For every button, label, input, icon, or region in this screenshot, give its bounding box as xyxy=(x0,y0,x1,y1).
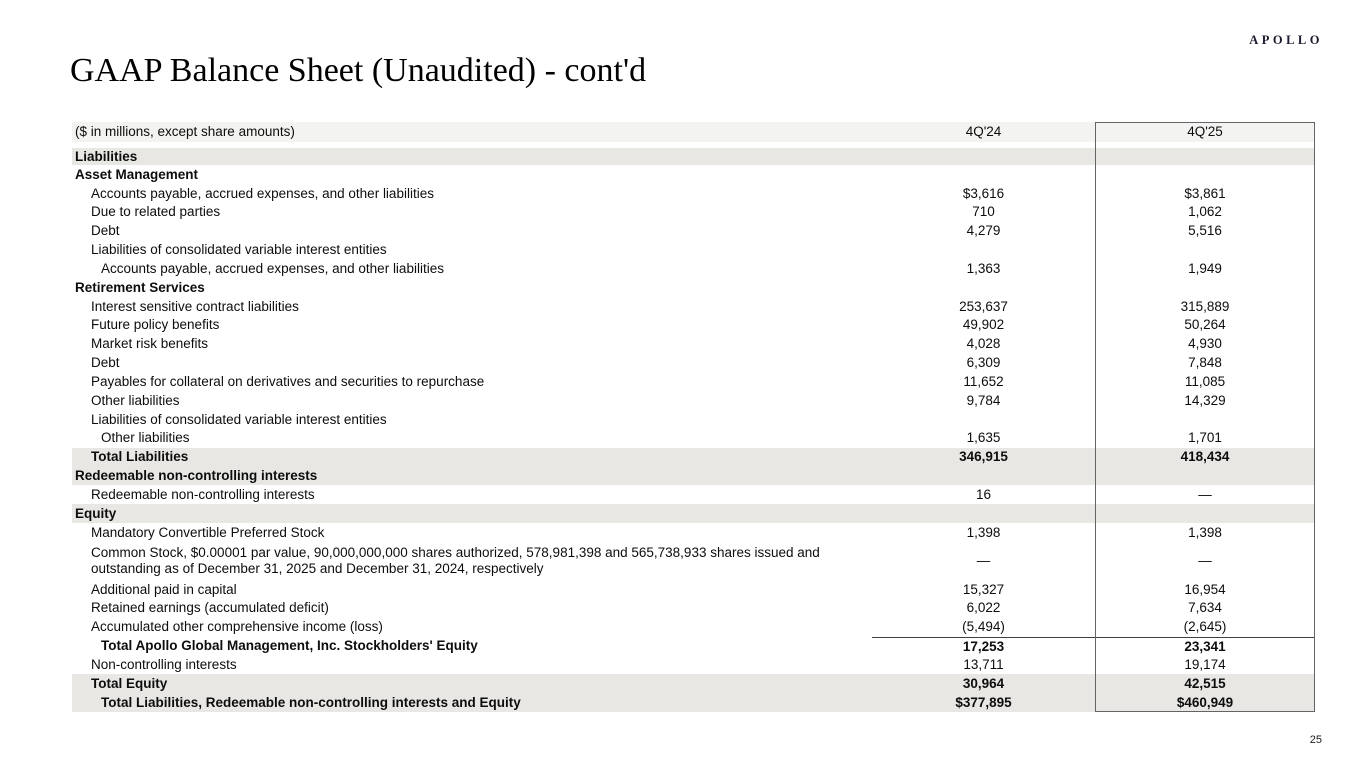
row-value-4q24: 11,652 xyxy=(963,373,1004,389)
row-label: Non-controlling interests xyxy=(91,656,237,672)
row-label: Future policy benefits xyxy=(91,317,220,333)
row-value-4q25: 7,848 xyxy=(1188,355,1222,371)
table-row xyxy=(72,655,1315,674)
table-row xyxy=(72,504,1315,523)
row-value-4q24: 6,309 xyxy=(966,355,1001,371)
table-row xyxy=(72,485,1315,504)
row-value-4q25: 4,930 xyxy=(1188,336,1222,352)
row-value-4q24: 4,279 xyxy=(966,223,1001,239)
row-label: Accounts payable, accrued expenses, and other liabilities xyxy=(101,260,444,276)
row-value-4q25: 11,085 xyxy=(1184,373,1226,389)
row-label: Equity xyxy=(75,505,117,521)
table-row xyxy=(72,372,1315,391)
table-header-row xyxy=(72,122,1315,142)
row-value-4q24: 30,964 xyxy=(962,675,1005,691)
row-value-4q25: 16,954 xyxy=(1184,581,1226,597)
table-row xyxy=(72,636,1315,655)
row-value-4q25: $3,861 xyxy=(1184,185,1226,201)
row-value-4q24: 1,363 xyxy=(966,260,1001,276)
row-value-4q25: 14,329 xyxy=(1184,392,1226,408)
table-row xyxy=(72,448,1315,467)
row-value-4q25: (2,645) xyxy=(1183,619,1227,635)
table-row xyxy=(72,240,1315,259)
table-row xyxy=(72,335,1315,354)
row-label: Total Liabilities xyxy=(91,449,189,465)
row-value-4q25: 1,398 xyxy=(1188,524,1222,540)
row-value-4q24: $3,616 xyxy=(962,185,1005,201)
row-label: Other liabilities xyxy=(101,430,190,446)
table-header-col-4q25: 4Q'25 xyxy=(1187,124,1223,140)
table-row xyxy=(72,222,1315,241)
table-row xyxy=(72,542,1315,580)
row-label: Redeemable non-controlling interests xyxy=(75,468,318,484)
table-row xyxy=(72,467,1315,486)
row-label: Mandatory Convertible Preferred Stock xyxy=(91,524,325,540)
row-value-4q25: 42,515 xyxy=(1184,675,1226,691)
row-label: Total Apollo Global Management, Inc. Stockholders' Equity xyxy=(101,638,478,654)
row-label: Accounts payable, accrued expenses, and other liabilities xyxy=(91,185,434,201)
row-label: Other liabilities xyxy=(91,392,180,408)
row-value-4q25: 1,701 xyxy=(1188,430,1222,446)
row-value-4q24: — xyxy=(976,553,991,569)
row-value-4q24: (5,494) xyxy=(962,619,1005,635)
row-label: Interest sensitive contract liabilities xyxy=(91,298,299,314)
row-label: Debt xyxy=(91,223,120,239)
table-row xyxy=(72,523,1315,542)
table-row xyxy=(72,618,1315,637)
table-row xyxy=(72,674,1315,693)
row-label: Debt xyxy=(91,355,120,371)
row-value-4q24: 15,327 xyxy=(962,581,1005,597)
table-row xyxy=(72,391,1315,410)
row-value-4q24: $377,895 xyxy=(955,694,1012,710)
table-row xyxy=(72,278,1315,297)
row-value-4q24: 49,902 xyxy=(962,317,1005,333)
row-label: Redeemable non-controlling interests xyxy=(91,487,315,502)
table-row xyxy=(72,410,1315,429)
row-value-4q25: — xyxy=(1198,553,1212,569)
row-value-4q24: 1,398 xyxy=(966,524,1001,540)
company-logo: APOLLO xyxy=(1249,33,1323,47)
row-value-4q25: $460,949 xyxy=(1176,694,1234,710)
row-label: Additional paid in capital xyxy=(91,581,237,597)
row-value-4q25: 7,634 xyxy=(1188,600,1222,616)
table-body xyxy=(72,148,1315,712)
table-header-caption: ($ in millions, except share amounts) xyxy=(75,124,295,140)
row-value-4q25: 23,341 xyxy=(1095,637,1315,655)
table-row xyxy=(72,203,1315,222)
row-label: Asset Management xyxy=(75,166,199,182)
row-label: Retained earnings (accumulated deficit) xyxy=(91,600,329,616)
row-value-4q24: 16 xyxy=(975,487,992,502)
row-label: Common Stock, $0.00001 par value, 90,000,000,000 shares authorized, 578,981,398 and 565,738,933 shares issued and outstanding as of December 31, 2025 and December 31, 2024, respectively xyxy=(91,545,820,576)
row-value-4q24: 6,022 xyxy=(966,600,1001,616)
table-row xyxy=(72,316,1315,335)
row-value-4q25: 1,949 xyxy=(1188,260,1222,276)
page-number: 25 xyxy=(1309,734,1322,746)
row-value-4q24: 9,784 xyxy=(966,392,1001,408)
row-label: Market risk benefits xyxy=(91,336,209,352)
row-value-4q25: 418,434 xyxy=(1180,449,1230,465)
table-row xyxy=(72,297,1315,316)
row-label: Accumulated other comprehensive income (loss) xyxy=(91,619,383,635)
row-value-4q24: 4,028 xyxy=(966,336,1001,352)
row-value-4q24: 710 xyxy=(972,204,995,220)
table-row xyxy=(72,165,1315,184)
table-row xyxy=(72,693,1315,712)
row-label: Due to related parties xyxy=(91,204,221,220)
row-value-4q24: 17,253 xyxy=(872,637,1095,655)
row-label: Total Liabilities, Redeemable non-controlling interests and Equity xyxy=(101,694,521,710)
row-label: Liabilities of consolidated variable interest entities xyxy=(91,411,387,427)
row-label: Liabilities of consolidated variable interest entities xyxy=(91,242,387,258)
page-title: GAAP Balance Sheet (Unaudited) - cont'd xyxy=(70,52,647,89)
balance-sheet-table xyxy=(72,122,1315,712)
table-row xyxy=(72,259,1315,278)
table-row xyxy=(72,184,1315,203)
table-row xyxy=(72,148,1315,165)
table-header-col-4q24: 4Q'24 xyxy=(965,124,1002,140)
table-row xyxy=(72,599,1315,618)
row-label: Payables for collateral on derivatives and securities to repurchase xyxy=(91,373,485,389)
row-value-4q25: 1,062 xyxy=(1188,204,1222,220)
row-value-4q25: 5,516 xyxy=(1188,223,1222,239)
row-value-4q25: — xyxy=(1198,487,1212,502)
row-value-4q24: 13,711 xyxy=(963,656,1004,672)
row-value-4q24: 253,637 xyxy=(959,298,1008,314)
table-row xyxy=(72,353,1315,372)
row-label: Total Equity xyxy=(91,675,168,691)
row-value-4q25: 19,174 xyxy=(1184,656,1226,672)
row-value-4q24: 1,635 xyxy=(966,430,1001,446)
row-label: Liabilities xyxy=(75,148,138,164)
row-value-4q25: 50,264 xyxy=(1184,317,1226,333)
row-value-4q25: 315,889 xyxy=(1180,298,1230,314)
row-label: Retirement Services xyxy=(75,279,205,295)
table-row xyxy=(72,429,1315,448)
row-value-4q24: 346,915 xyxy=(959,449,1008,465)
table-row xyxy=(72,580,1315,599)
